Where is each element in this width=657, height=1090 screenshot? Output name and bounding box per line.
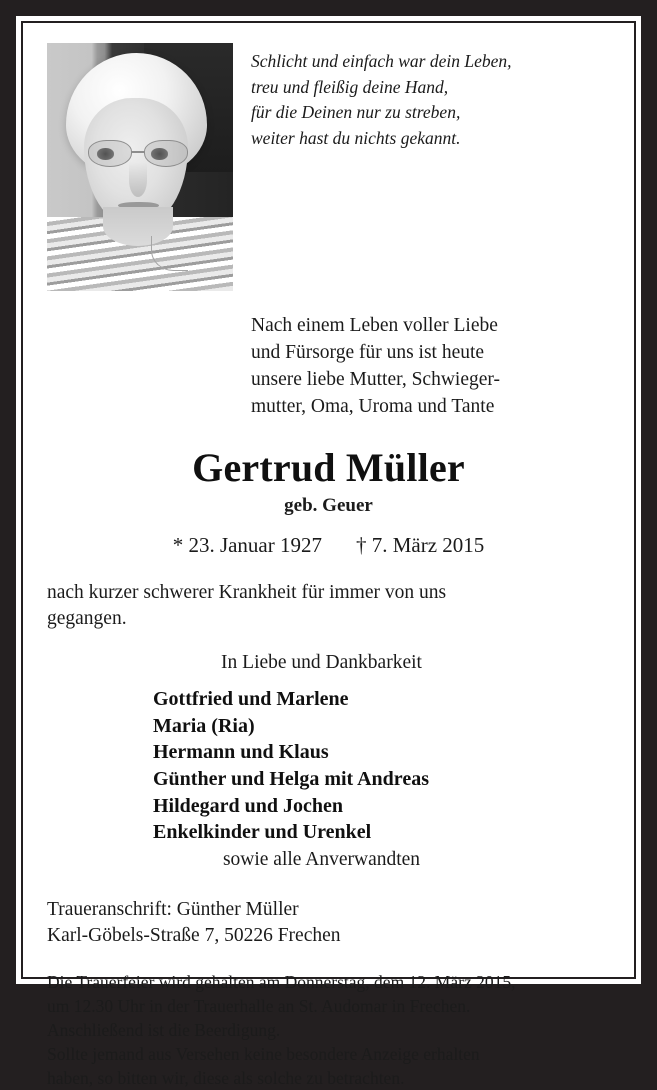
funeral-service-details (47, 971, 610, 1090)
poem-line: Schlicht und einfach war dein Leben, (251, 51, 512, 71)
address-line: Karl-Göbels-Straße 7, 50226 Frechen (47, 925, 341, 947)
intro-paragraph (251, 313, 610, 421)
poem-line: für die Deinen nur zu streben, (251, 102, 461, 123)
mourner-name: Gottfried und Marlene (153, 688, 349, 711)
photo-lens-right (144, 140, 188, 167)
frame-white-gap (16, 16, 641, 1088)
mourners-list (91, 686, 610, 846)
poem-line: weiter hast du nichts gekannt. (251, 128, 461, 149)
deceased-name-block (47, 444, 610, 558)
intro-line: unsere liebe Mutter, Schwieger- (251, 368, 500, 390)
mourner-name: Maria (Ria) (153, 714, 255, 737)
photo-nose (129, 162, 148, 197)
death-date: † 7. März 2015 (356, 532, 485, 557)
mourners-intro: In Liebe und Dankbarkeit (221, 652, 422, 674)
mourners-outro: sowie alle Anverwandten (222, 848, 421, 870)
passing-line: gegangen. (47, 607, 127, 629)
service-line: haben, so bitten wir, diese als solche zu betrachten. (47, 1067, 405, 1088)
deceased-name: Gertrud Müller (192, 444, 465, 490)
passing-sentence (47, 580, 610, 633)
notice-body (23, 23, 634, 1088)
service-line: Sollte jemand aus Versehen keine besondere Anzeige erhalten (47, 1043, 480, 1064)
header-section (47, 43, 610, 291)
mourner-name: Enkelkinder und Urenkel (153, 821, 372, 844)
frame-inner-rule (21, 21, 636, 1088)
memorial-poem (251, 43, 610, 152)
intro-line: und Fürsorge für uns ist heute (251, 341, 485, 363)
passing-line: nach kurzer schwerer Krankheit für immer von uns (47, 581, 447, 603)
address-line: Traueranschrift: Günther Müller (47, 898, 299, 920)
birth-date: * 23. Januar 1927 (172, 532, 322, 557)
maiden-name: geb. Geuer (284, 494, 373, 516)
mourner-name: Günther und Helga mit Andreas (153, 768, 429, 791)
photo-glasses-bridge (132, 151, 144, 153)
mourner-name: Hildegard und Jochen (153, 794, 344, 817)
mourners-section (47, 652, 610, 871)
mourning-address (47, 897, 610, 950)
service-line: Anschließend ist die Beerdigung. (47, 1020, 281, 1041)
intro-line: Nach einem Leben voller Liebe (251, 315, 498, 336)
intro-line: mutter, Oma, Uroma und Tante (251, 395, 495, 417)
portrait-photo (47, 43, 233, 291)
service-line: Die Trauerfeier wird gehalten am Donnerstag, dem 12. März 2015, (47, 972, 516, 993)
life-dates (47, 533, 610, 558)
mourner-name: Hermann und Klaus (153, 741, 329, 764)
service-line: um 12.30 Uhr in der Trauerhalle an St. Audomar in Frechen. (47, 996, 471, 1017)
poem-line: treu und fleißig deine Hand, (251, 76, 449, 97)
photo-lens-left (88, 140, 132, 167)
